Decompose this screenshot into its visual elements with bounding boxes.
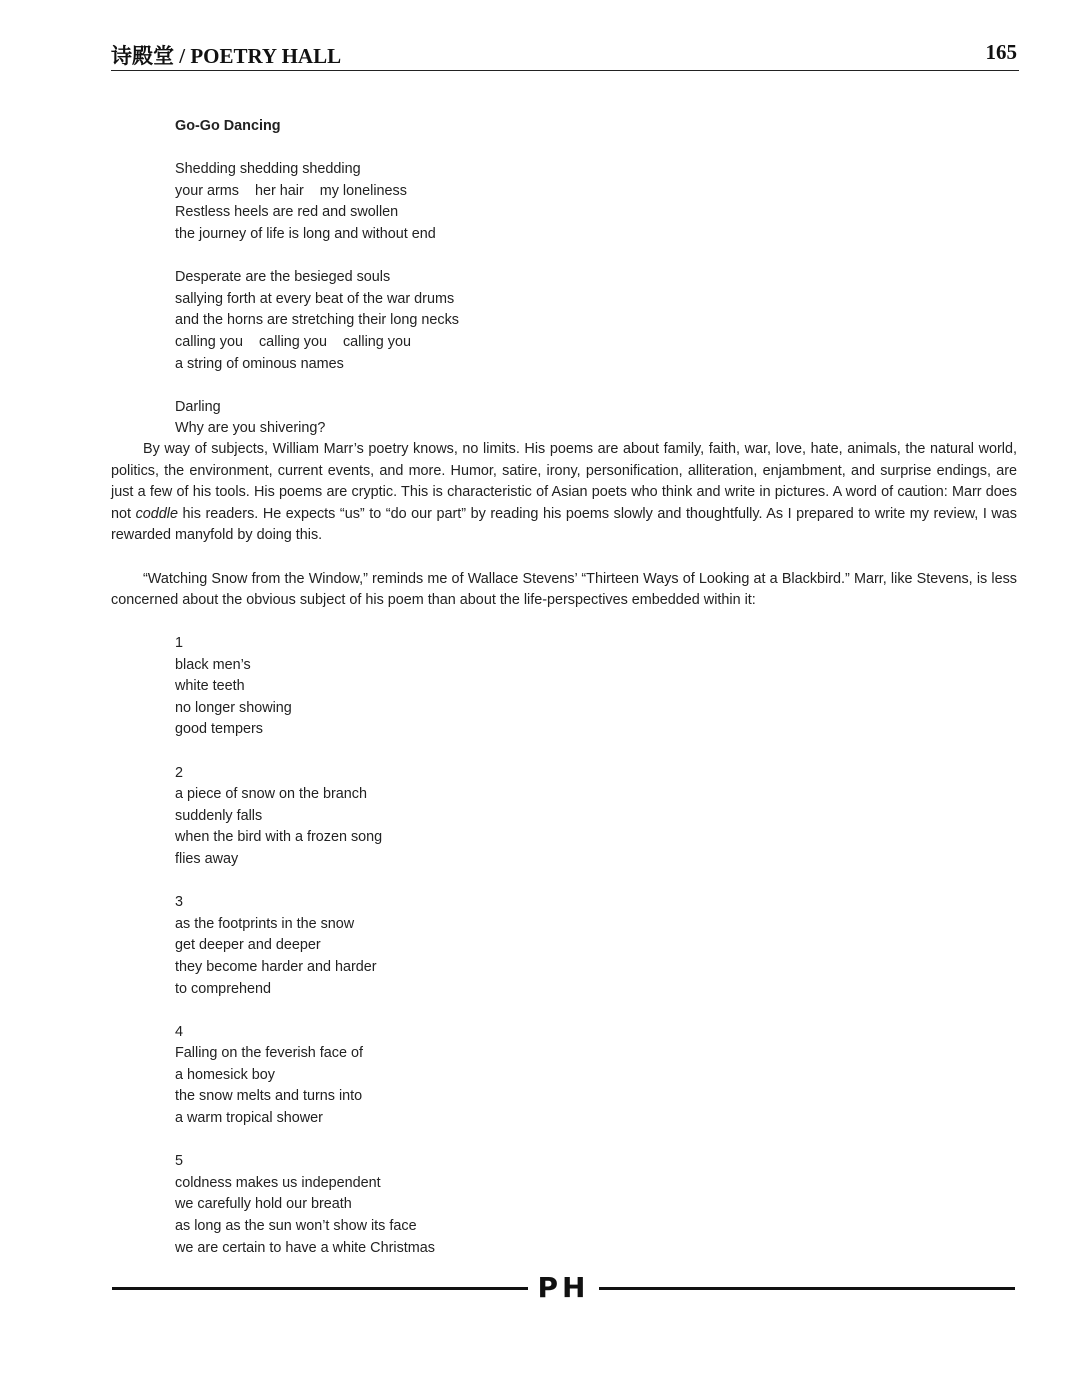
stanza xyxy=(175,892,435,1000)
poem-line: black men’s xyxy=(175,656,251,673)
stanza-gap xyxy=(175,1000,435,1022)
review-prose xyxy=(111,439,1017,612)
poem-line: get deeper and deeper xyxy=(175,937,321,954)
poem-line: no longer showing xyxy=(175,699,292,716)
poem-line: white teeth xyxy=(175,678,245,695)
poem-line: Falling on the feverish face of xyxy=(175,1045,363,1062)
paragraph-watching-snow: “Watching Snow from the Window,” reminds me of Wallace Stevens’ “Thirteen Ways of Looking at a Blackbird.” Marr, like Stevens, is less concerned about the obvious subject of his poem than about the life-perspectives embedded within it: xyxy=(111,570,1017,609)
poem-line: Restless heels are red and swollen xyxy=(175,204,399,221)
poem-line: a piece of snow on the branch xyxy=(175,786,368,803)
stanza xyxy=(175,159,459,245)
poem-line: 1 xyxy=(175,635,184,651)
poem-line: your arms her hair my loneliness xyxy=(175,182,407,199)
poem-line: we carefully hold our breath xyxy=(175,1196,352,1213)
journal-title: 诗殿堂 / POETRY HALL xyxy=(111,44,342,68)
poem-go-go-dancing xyxy=(175,116,459,440)
paragraph-text: By way of subjects, William Marr’s poetry knows, no limits. His poems are about family, faith, war, love, hate, animals, the natural world, politics, the environment, current events, and more. Humor, satire, irony, personification, alliteration, enjambment, and surprise endings, are just a few of his tools. His poems are cryptic. This is characteristic of Asian poets who think and write in pictures. A word of caution: Marr does not xyxy=(111,441,1017,522)
poem-line: Shedding shedding shedding xyxy=(175,161,361,178)
poem-line: suddenly falls xyxy=(175,807,263,824)
stanza-gap xyxy=(175,246,459,268)
stanza xyxy=(175,267,459,375)
poem-line: the journey of life is long and without end xyxy=(175,225,436,242)
stanza xyxy=(175,633,435,741)
poem-line: and the horns are stretching their long necks xyxy=(175,312,459,329)
poem-line: Why are you shivering? xyxy=(175,420,326,437)
poem-body xyxy=(175,633,435,1259)
page-header xyxy=(111,38,1019,71)
poem-line: as the footprints in the snow xyxy=(175,915,355,932)
stanza-gap xyxy=(175,741,435,763)
poem-title: Go-Go Dancing xyxy=(175,118,281,134)
page-number: 165 xyxy=(985,40,1017,64)
stanza-gap xyxy=(175,1130,435,1152)
poem-line: a string of ominous names xyxy=(175,355,344,372)
poem-line: we are certain to have a white Christmas xyxy=(175,1239,435,1256)
poem-line: Darling xyxy=(175,398,221,415)
poem-body xyxy=(175,159,459,440)
stanza xyxy=(175,1022,435,1130)
poem-line: 5 xyxy=(175,1153,184,1170)
footer-rule-left xyxy=(112,1287,528,1290)
poem-line: calling you calling you calling you xyxy=(175,333,411,350)
poem-line: 4 xyxy=(175,1023,184,1040)
poem-watching-snow xyxy=(175,633,435,1259)
poem-line: they become harder and harder xyxy=(175,958,377,975)
poem-line: coldness makes us independent xyxy=(175,1174,381,1191)
paragraph-subjects xyxy=(111,439,1017,547)
stanza xyxy=(175,397,459,440)
stanza-gap xyxy=(175,871,435,893)
stanza-gap xyxy=(175,375,459,397)
poem-line: to comprehend xyxy=(175,980,271,997)
stanza-gap xyxy=(175,138,459,160)
poem-line: the snow melts and turns into xyxy=(175,1088,363,1105)
poem-line: 3 xyxy=(175,894,184,911)
paragraph-text: his readers. He expects “us” to “do our part” by reading his poems slowly and thoughtfully. As I prepared to write my review, I was rewarded manyfold by doing this. xyxy=(111,505,1017,544)
emphasis-coddle: coddle xyxy=(135,505,178,522)
poem-line: Desperate are the besieged souls xyxy=(175,269,391,286)
poem-line: flies away xyxy=(175,850,239,867)
footer-rule-right xyxy=(599,1287,1015,1290)
poem-line: good tempers xyxy=(175,721,263,738)
poem-line: 2 xyxy=(175,764,184,781)
paragraph-gap xyxy=(111,547,1017,569)
poem-line: sallying forth at every beat of the war drums xyxy=(175,290,455,307)
page-footer xyxy=(112,1270,1015,1306)
poem-line: when the bird with a frozen song xyxy=(175,829,383,846)
poem-line: a warm tropical shower xyxy=(175,1110,323,1127)
stanza xyxy=(175,763,435,871)
poem-line: a homesick boy xyxy=(175,1066,275,1083)
poem-line: as long as the sun won’t show its face xyxy=(175,1218,417,1235)
ph-logo: PH xyxy=(537,1271,590,1304)
stanza xyxy=(175,1151,435,1259)
